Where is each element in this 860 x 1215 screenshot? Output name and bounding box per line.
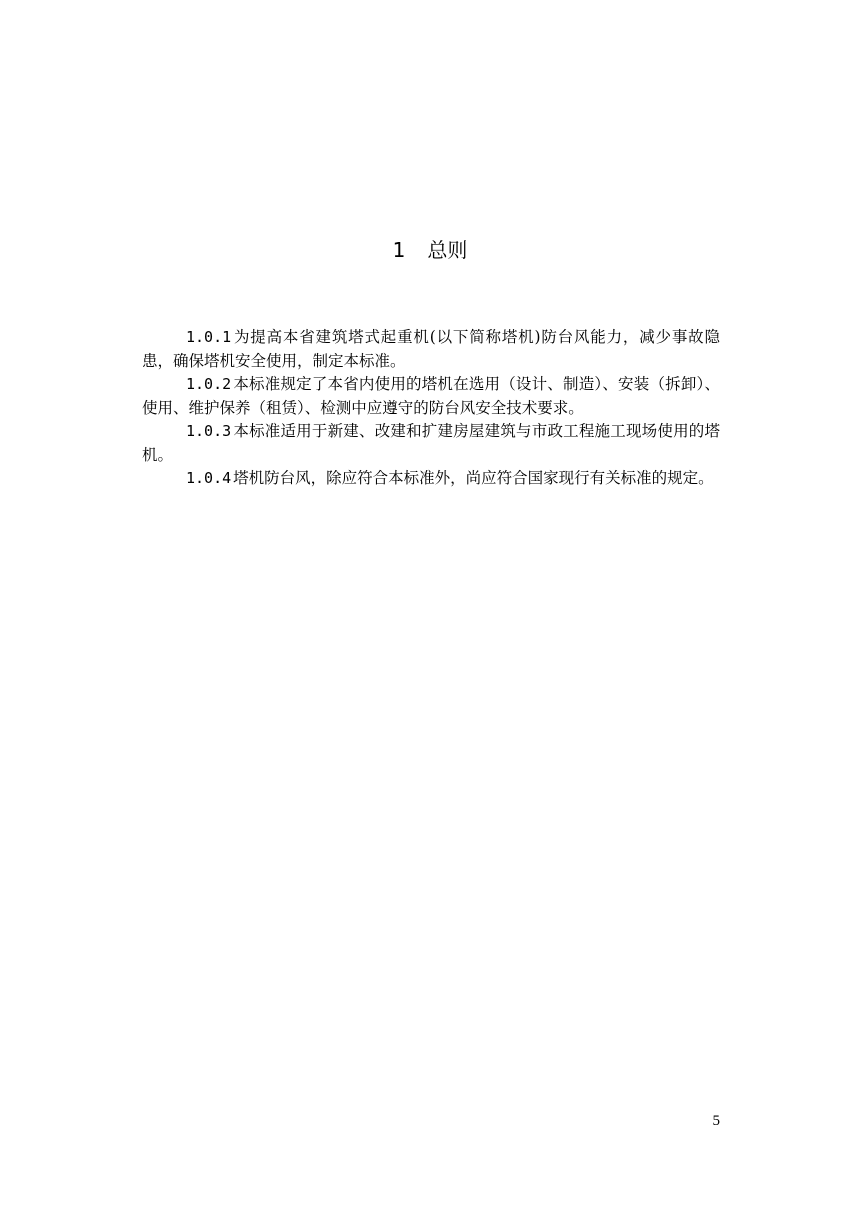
chapter-body xyxy=(142,326,720,491)
clause-1-0-3 xyxy=(142,420,720,467)
clause-text: 本标准规定了本省内使用的塔机在选用（设计、制造）、安装（拆卸）、使用、维护保养（租赁）、检测中应遵守的防台风安全技术要求。 xyxy=(142,375,720,417)
clause-number: 1.0.2 xyxy=(186,375,232,393)
clause-1-0-2 xyxy=(142,373,720,420)
clause-1-0-4 xyxy=(142,467,720,491)
chapter-title-text: 总则 xyxy=(427,238,468,262)
page-number: 5 xyxy=(712,1113,720,1129)
clause-text: 本标准适用于新建、改建和扩建房屋建筑与市政工程施工现场使用的塔机。 xyxy=(142,422,720,464)
clause-number: 1.0.1 xyxy=(186,328,232,346)
clause-number: 1.0.4 xyxy=(186,469,232,487)
clause-number: 1.0.3 xyxy=(186,422,232,440)
clause-1-0-1 xyxy=(142,326,720,373)
clause-text: 为提高本省建筑塔式起重机(以下简称塔机)防台风能力，减少事故隐患，确保塔机安全使用，制定本标准。 xyxy=(142,328,720,370)
chapter-title xyxy=(0,234,860,266)
clause-text: 塔机防台风，除应符合本标准外，尚应符合国家现行有关标准的规定。 xyxy=(233,469,714,487)
chapter-number: 1 xyxy=(392,238,406,262)
